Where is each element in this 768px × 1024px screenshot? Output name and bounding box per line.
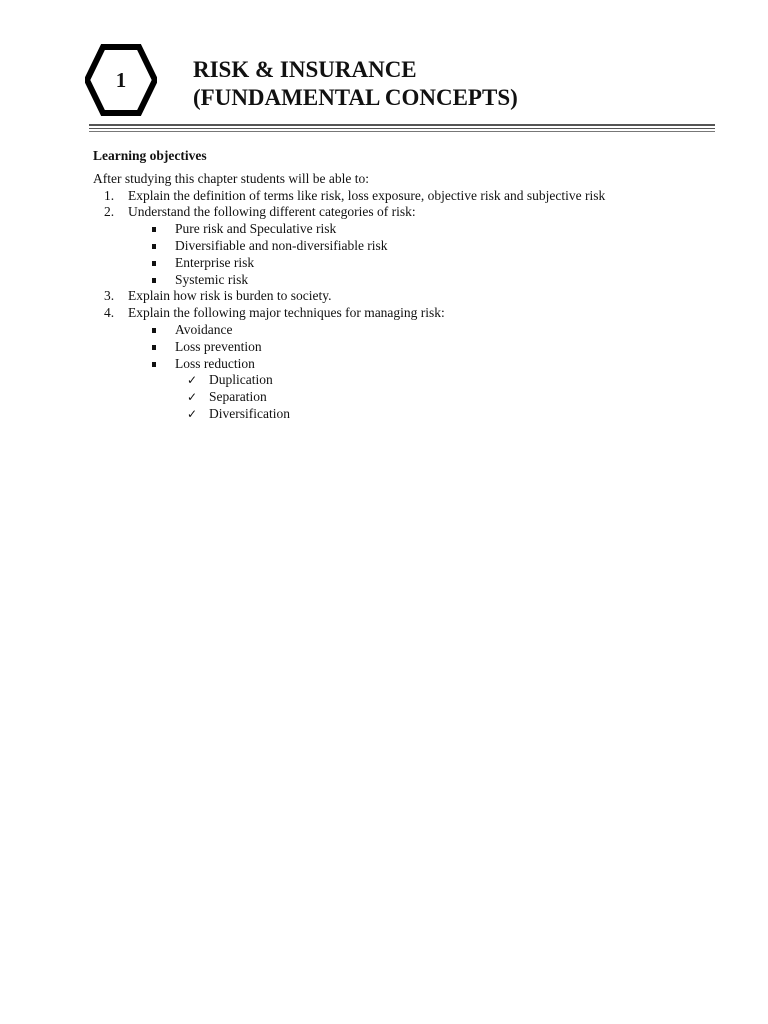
objective-item-4	[93, 305, 673, 423]
list-item-text: Avoidance	[175, 321, 233, 337]
list-item	[128, 238, 673, 255]
objective-text: Explain how risk is burden to society.	[128, 288, 332, 304]
list-item-text: Diversifiable and non-diversifiable risk	[175, 237, 388, 253]
list-item-text: Duplication	[209, 372, 273, 388]
list-item	[128, 356, 673, 423]
objective-number: 4.	[104, 305, 115, 321]
objective-text: Understand the following different categories of risk:	[128, 204, 416, 220]
square-bullet-icon	[152, 278, 156, 283]
square-bullet-icon	[152, 362, 156, 367]
risk-categories-list	[128, 221, 673, 288]
list-item	[175, 372, 673, 389]
square-bullet-icon	[152, 345, 156, 350]
list-item	[128, 272, 673, 289]
list-item-text: Systemic risk	[175, 271, 249, 287]
list-item-text: Loss prevention	[175, 338, 262, 354]
list-item	[175, 389, 673, 406]
chapter-title-line-2: (FUNDAMENTAL CONCEPTS)	[193, 85, 518, 110]
list-item	[128, 221, 673, 238]
checkmark-icon: ✓	[187, 390, 198, 405]
loss-reduction-list	[175, 372, 673, 422]
list-item-text: Loss reduction	[175, 355, 255, 371]
list-item-text: Diversification	[209, 405, 290, 421]
divider-line	[89, 131, 715, 132]
list-item	[128, 339, 673, 356]
objective-text: Explain the definition of terms like risk, loss exposure, objective risk and subjective risk	[128, 187, 606, 203]
square-bullet-icon	[152, 244, 156, 249]
chapter-badge	[85, 43, 157, 117]
objective-item-3	[93, 288, 673, 305]
checkmark-icon: ✓	[187, 373, 198, 388]
intro-text: After studying this chapter students will be able to:	[93, 170, 369, 186]
objective-item-1	[93, 188, 673, 205]
chapter-title-line-1: RISK & INSURANCE	[193, 57, 417, 82]
objective-number: 2.	[104, 204, 115, 220]
objective-text: Explain the following major techniques for managing risk:	[128, 305, 445, 321]
list-item	[175, 406, 673, 423]
learning-objectives-section	[93, 148, 673, 423]
list-item	[128, 322, 673, 339]
chapter-number: 1	[115, 68, 127, 92]
divider-line	[89, 128, 715, 129]
list-item-text: Separation	[209, 389, 267, 405]
divider-line	[89, 124, 715, 126]
square-bullet-icon	[152, 261, 156, 266]
list-item-text: Pure risk and Speculative risk	[175, 221, 337, 237]
square-bullet-icon	[152, 328, 156, 333]
objective-number: 3.	[104, 288, 115, 304]
chapter-title	[193, 56, 518, 112]
checkmark-icon: ✓	[187, 406, 198, 421]
objectives-list	[93, 188, 673, 423]
objective-number: 1.	[104, 187, 115, 203]
section-heading: Learning objectives	[93, 148, 207, 163]
objective-item-2	[93, 204, 673, 288]
header-divider	[89, 124, 715, 132]
square-bullet-icon	[152, 227, 156, 232]
list-item	[128, 255, 673, 272]
risk-techniques-list	[128, 322, 673, 423]
list-item-text: Enterprise risk	[175, 254, 255, 270]
